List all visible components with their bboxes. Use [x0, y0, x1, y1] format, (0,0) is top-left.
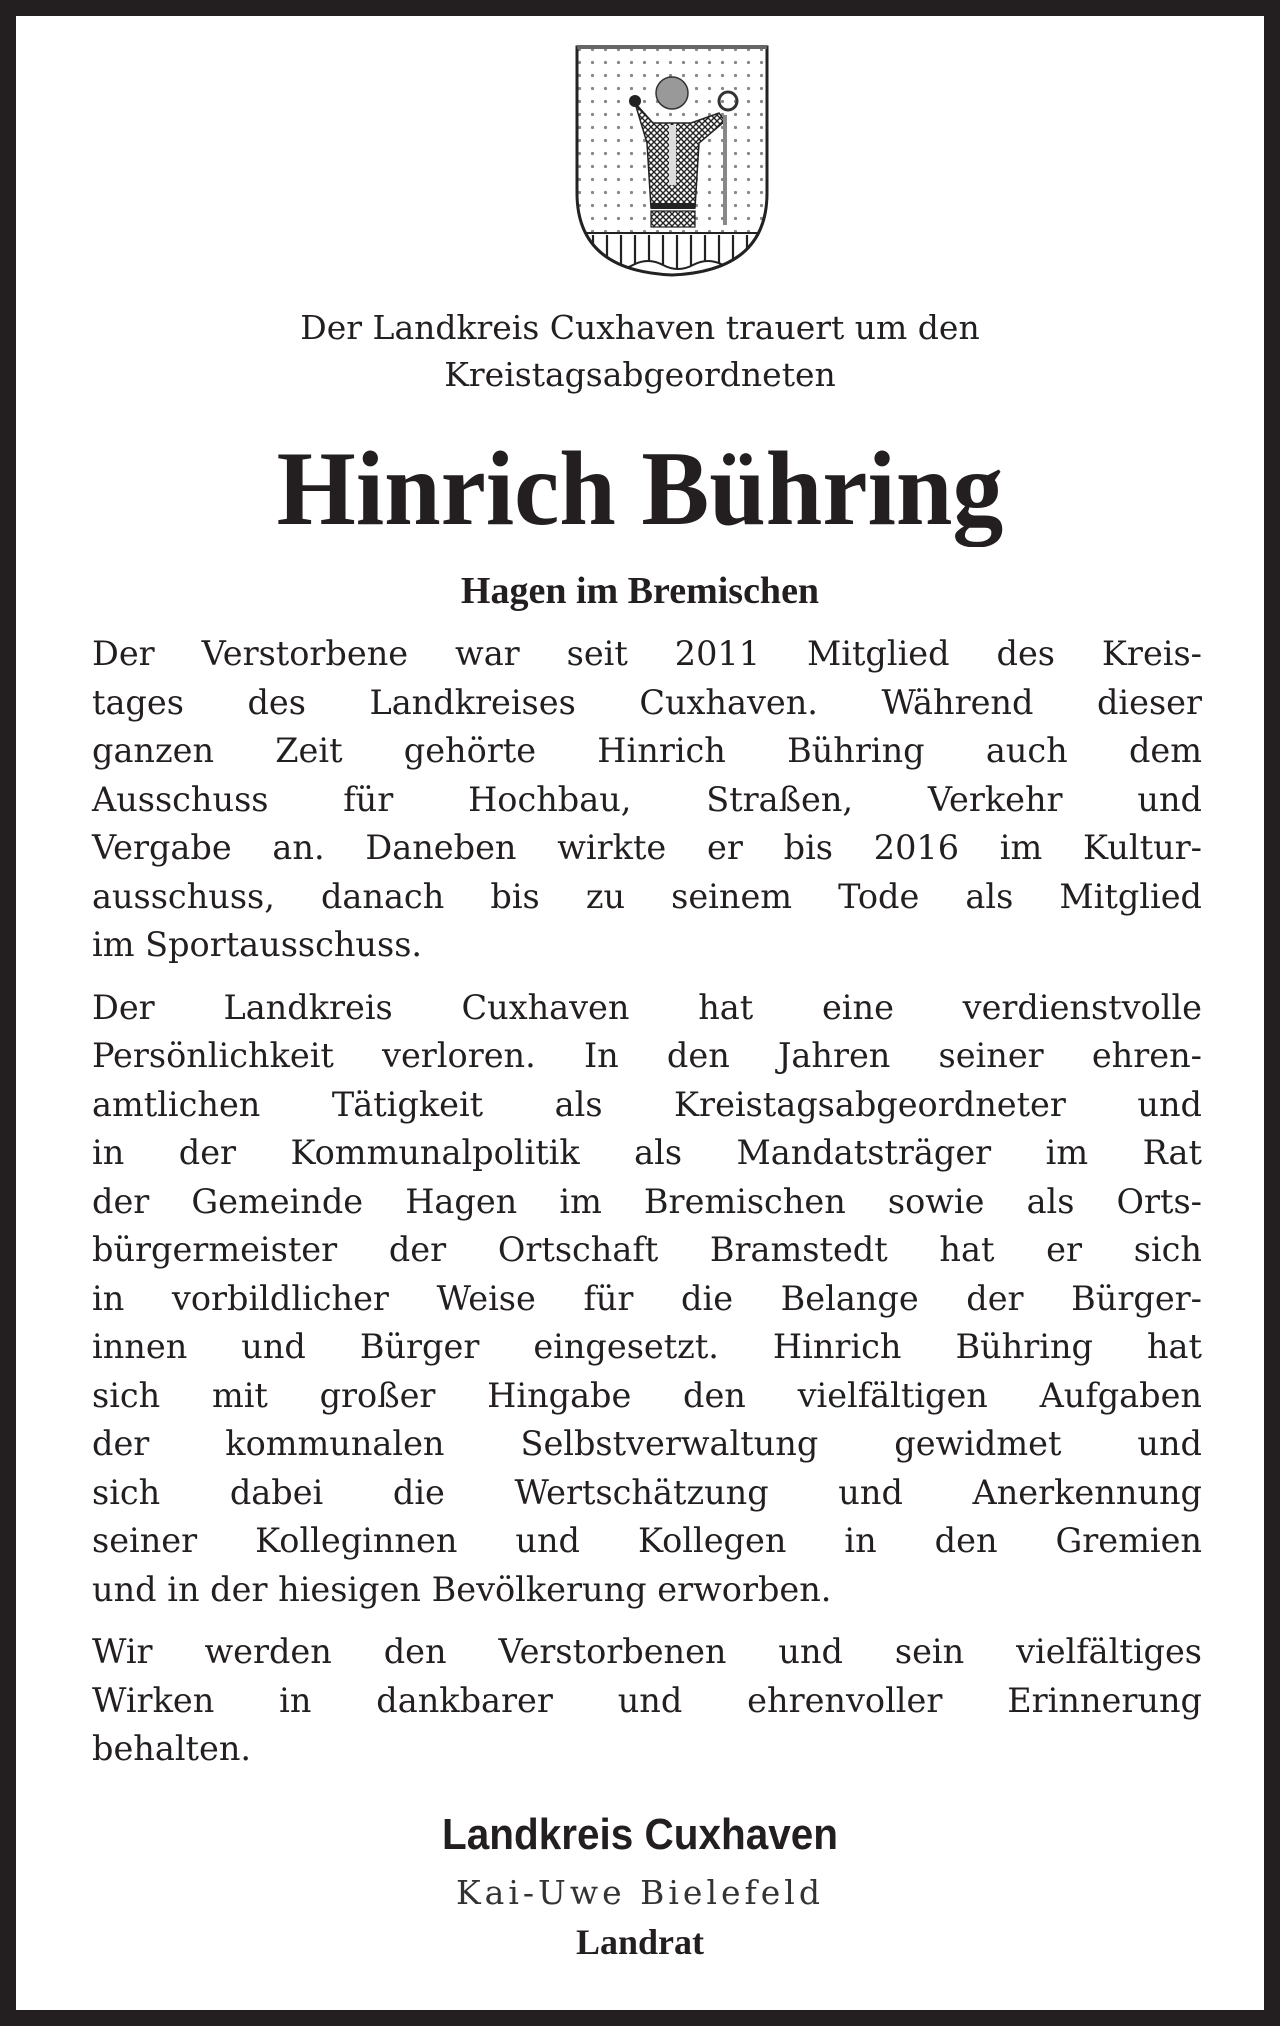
text-line: Persönlichkeit verloren. In den Jahren seiner ehren- — [92, 1036, 1202, 1075]
text-line: Vergabe an. Daneben wirkte er bis 2016 im Kultur- — [92, 828, 1202, 867]
text-line: in vorbildlicher Weise für die Belange der Bürger- — [92, 1278, 1202, 1318]
text-line: tages des Landkreises Cuxhaven. Während dieser — [92, 682, 1202, 722]
intro-text — [16, 304, 1264, 398]
text-line: amtlichen Tätigkeit als Kreistagsabgeordneter und — [92, 1084, 1202, 1124]
text-line: behalten. — [92, 1729, 252, 1768]
paragraph-remembrance — [92, 1628, 1202, 1774]
text-line: im Sportausschuss. — [92, 925, 423, 964]
signature-organization: Landkreis Cuxhaven — [442, 1810, 838, 1859]
text-line: Ausschuss für Hochbau, Straßen, Verkehr und — [92, 779, 1202, 819]
text-line: seiner Kolleginnen und Kollegen in den Gremien — [92, 1521, 1202, 1560]
obituary-body — [92, 630, 1202, 1788]
intro-line: Der Landkreis Cuxhaven trauert um den — [300, 308, 980, 347]
paragraph-membership — [92, 630, 1202, 970]
text-line: ganzen Zeit gehörte Hinrich Bühring auch dem — [92, 731, 1202, 770]
intro-line: Kreistagsabgeordneten — [444, 355, 836, 394]
text-line: in der Kommunalpolitik als Mandatsträger im Rat — [92, 1133, 1202, 1172]
signature-title: Landrat — [575, 1922, 705, 1962]
text-line: bürgermeister der Ortschaft Bramstedt hat er sich — [92, 1230, 1202, 1269]
text-line: Der Verstorbene war seit 2011 Mitglied des Kreis- — [92, 634, 1202, 673]
text-line: und in der hiesigen Bevölkerung erworben. — [92, 1569, 832, 1609]
text-line: ausschuss, danach bis zu seinem Tode als Mitglied — [92, 876, 1202, 916]
text-line: innen und Bürger eingesetzt. Hinrich Bühring hat — [92, 1327, 1202, 1366]
text-line: Wir werden den Verstorbenen und sein vielfältiges — [92, 1632, 1202, 1671]
obituary-notice — [16, 16, 1264, 2010]
signature-name: Kai-Uwe Bielefeld — [456, 1873, 824, 1912]
coat-of-arms-icon — [573, 43, 771, 279]
text-line: sich dabei die Wertschätzung und Anerkennung — [92, 1472, 1202, 1512]
text-line: Der Landkreis Cuxhaven hat eine verdienstvolle — [92, 987, 1202, 1027]
text-line: sich mit großer Hingabe den vielfältigen Aufgaben — [92, 1375, 1202, 1415]
deceased-name: Hinrich Bühring — [276, 430, 1004, 547]
text-line: Wirken in dankbarer und ehrenvoller Erinnerung — [92, 1680, 1202, 1720]
deceased-place: Hagen im Bremischen — [460, 570, 820, 612]
text-line: der Gemeinde Hagen im Bremischen sowie als Orts- — [92, 1181, 1202, 1221]
text-line: der kommunalen Selbstverwaltung gewidmet und — [92, 1424, 1202, 1463]
paragraph-tribute — [92, 984, 1202, 1615]
